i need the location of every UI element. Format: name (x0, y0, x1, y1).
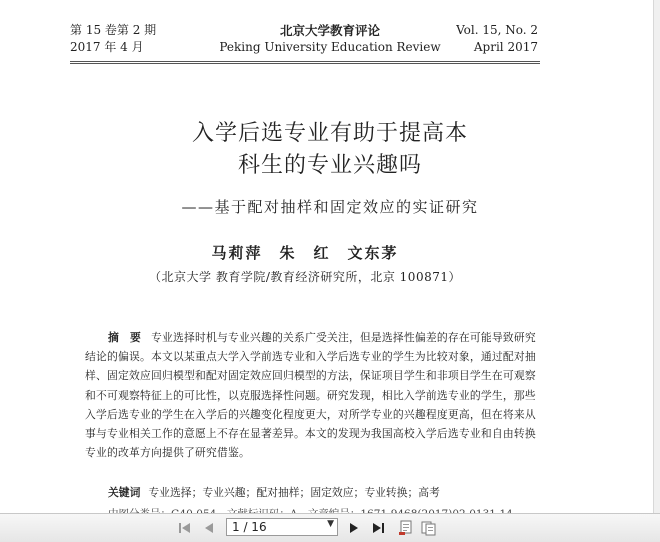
journal-volume-issue: 第 15 卷第 2 期 (70, 23, 157, 37)
article-authors: 马莉萍 朱 红 文东茅 (211, 244, 399, 262)
keywords-text: 专业选择；专业兴趣；配对抽样；固定效应；专业转换；高考 (148, 486, 440, 499)
article-title-line-1: 入学后选专业有助于提高本 (191, 121, 468, 146)
two-page-view-icon[interactable] (421, 520, 437, 536)
journal-date-en: April 2017 (473, 40, 538, 54)
journal-name-zh: 北京大学教育评论 (279, 23, 380, 38)
last-page-icon[interactable] (370, 520, 386, 536)
article-subtitle: ——基于配对抽样和固定效应的实证研究 (181, 198, 479, 216)
keywords (108, 485, 440, 500)
header-rule-double (70, 63, 540, 64)
abstract-label: 摘 要 (108, 331, 141, 344)
next-page-icon[interactable] (346, 520, 362, 536)
single-page-view-icon[interactable] (398, 520, 414, 536)
article-title-line-2: 科生的专业兴趣吗 (237, 153, 422, 178)
pdf-navigation-toolbar (0, 513, 660, 542)
previous-page-icon[interactable] (201, 520, 217, 536)
abstract (85, 328, 540, 462)
first-page-icon[interactable] (177, 520, 193, 536)
journal-name-en: Peking University Education Review (219, 40, 441, 54)
journal-date: 2017 年 4 月 (70, 40, 144, 54)
chevron-down-icon[interactable]: ▼ (327, 519, 334, 529)
keywords-label: 关键词 (108, 486, 141, 499)
abstract-text: 专业选择时机与专业兴趣的关系广受关注，但是选择性偏差的存在可能导致研究结论的偏误。本文以某重点大学入学前选专业和入学后选专业的学生为比较对象，通过配对抽样、固定效应回归模型和配对固定效应回归模型的方法，保证项目学生和非项目学生在可观察和不可观察特征上的可比性，以克服选择性问题。研究发现，相比入学前选专业的学生，那些入学后选专业的学生在入学后的兴趣变化程度更大，对所学专业的兴趣程度更高，但在将来从事与专业相关工作的意愿上不存在显著差异。本文的发现为我国高校入学后选专业和自由转换专业的改革方向提供了研究借鉴。 (85, 331, 536, 460)
journal-name (0, 22, 660, 56)
journal-issue-info-en (456, 22, 538, 56)
journal-volume-issue-en: Vol. 15, No. 2 (456, 23, 538, 37)
page-number-value: 1 / 16 (232, 520, 267, 534)
vertical-scrollbar[interactable] (653, 0, 660, 513)
header-rule (70, 61, 540, 62)
author-affiliation: （北京大学 教育学院/教育经济研究所，北京 100871） (149, 270, 461, 284)
page-number-select[interactable] (226, 518, 338, 536)
